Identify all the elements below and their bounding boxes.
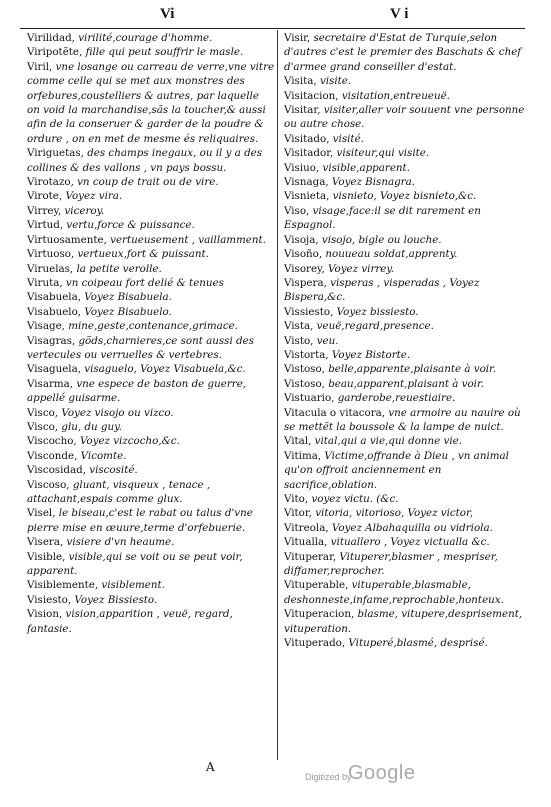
dictionary-entry [284,521,527,535]
dictionary-entry [27,362,275,376]
dictionary-entry [284,262,527,276]
dictionary-entry [27,319,275,333]
definition: viceroy. [61,204,105,217]
definition: vne losange ou carreau de verre,vne vitre comme celle qui se met aux monstres des orfebures,coustelliers & autres, par laquelle on void la marchandise,sãs la toucher,& aussi afin de la conseruer & garder de la poudre & ordure , on en met de mesme és reliquaires. [27,60,275,145]
headword: Vitreola, [284,521,329,534]
headword: Vituperado, [284,637,346,650]
headword: Visita, [284,75,317,88]
headword: Visarma, [27,377,74,390]
dictionary-entry [284,607,527,636]
headword: Visiblemente, [27,579,99,592]
headword: Vituperacion, [284,608,355,621]
dictionary-entry [284,189,527,203]
definition: des champs inegaux, ou il y a des collines & des vallons , vn pays bossu. [27,147,263,174]
definition: Voyez visojo ou vizco. [58,406,174,419]
headword: Vitualla, [284,536,328,549]
dictionary-entry [27,478,275,507]
dictionary-entry [27,290,275,304]
definition: gõds,charnieres,ce sont aussi des vertecules ou verruelles & vertebres. [27,334,254,361]
definition: voyez victu. (&c. [308,493,399,505]
dictionary-entry [284,348,527,362]
headword: Visorey, [284,262,325,275]
dictionary-entry [284,31,527,74]
google-watermark: Google [348,762,416,784]
headword: Visible, [27,550,66,563]
dictionary-entry [284,406,527,435]
headword: Vituperable, [284,579,349,592]
headword: Visitacion, [284,89,339,102]
definition: Voyez Bisabuelo. [81,305,172,318]
headword: Visagras, [27,334,76,347]
dictionary-entry [284,319,527,333]
headword: Vitima, [284,449,322,462]
dictionary-entry [284,132,527,146]
dictionary-entry [27,578,275,592]
headword: Visel, [27,507,56,520]
headword: Vistoso, [284,363,325,376]
headword: Visto, [284,334,314,347]
headword: Vispera, [284,276,327,289]
dictionary-entry [284,506,527,520]
dictionary-entry [27,406,275,420]
dictionary-entry [284,247,527,261]
definition: vne armoire au nauire où se mettẽt la boussole & la lampe de nuict. [284,406,521,433]
dictionary-entry [27,175,275,189]
headword: Visiesto, [27,593,72,606]
definition: visité. [329,132,364,145]
definition: visperas , visperadas , Voyez Bispera,&c. [284,276,480,304]
dictionary-entry [284,146,527,160]
dictionary-entry [27,593,275,607]
definition: Victime,offrande à Dieu , vn animal qu'on offroit anciennement en sacrifice,oblation. [284,449,509,491]
headword: Visitar, [284,104,321,117]
definition: visible,apparent. [319,161,410,174]
definition: Voyez vizcocho,&c. [76,435,180,448]
dictionary-entry [27,463,275,477]
dictionary-entry [284,175,527,189]
definition: belle,apparente,plaisante à voir. [324,363,497,376]
headword: Visiuo, [284,161,320,174]
dictionary-entry [284,578,527,607]
headword: Visco, [27,406,59,419]
dictionary-entry [27,146,275,175]
dictionary-entry [284,449,527,492]
dictionary-entry [284,492,527,506]
definition: visitation,entreueuë. [338,89,450,102]
definition: Vituperé,blasmé, desprisé. [345,637,488,650]
definition: vn coipeau fort delié & tenues [62,276,224,289]
page-header [0,6,551,26]
dictionary-entry [284,535,527,549]
headword: Vista, [284,320,314,333]
headword: Visitado, [284,132,330,145]
headword: Visconde, [27,449,78,462]
dictionary-entry [27,31,275,45]
definition: visnieto, Voyez bisnieto,&c. [329,190,477,203]
headword: Visnieta, [284,190,330,203]
column-divider [277,30,278,760]
headword: Viscocho, [27,435,77,448]
dictionary-entry [27,45,275,59]
dictionary-entry [284,434,527,448]
definition: Voyez Bissiesto. [71,593,158,606]
dictionary-entry [27,189,275,203]
headword: Virtuoso, [27,248,75,261]
dictionary-entry [27,607,275,636]
definition: Vicomte. [77,449,127,462]
definition: garderobe,reuestiaire. [334,392,456,405]
dictionary-entry [284,103,527,132]
dictionary-entry [284,89,527,103]
definition: vitoria, vitorioso, Voyez victor, [311,507,474,520]
headword: Vistorta, [284,348,329,361]
headword: Visabuelo, [27,305,82,318]
headword: Viscosidad, [27,464,86,477]
dictionary-entry [27,434,275,448]
headword: Viso, [284,204,310,217]
headword: Vituperar, [284,550,337,563]
dictionary-entry [284,233,527,247]
dictionary-entry [27,60,275,146]
dictionary-entry [27,204,275,218]
definition: Voyez Albahaquilla ou vidriola. [328,521,493,534]
dictionary-entry [27,218,275,232]
dictionary-entry [27,305,275,319]
dictionary-entry [284,334,527,348]
definition: Voyez vira. [62,190,123,203]
definition: vertueusement , vaillamment. [106,233,266,246]
definition: vituallero , Voyez victualla &c. [327,536,490,549]
headword: Vito, [284,493,309,505]
header-right-guide-word: V i [390,6,409,22]
definition: le biseau,c'est le rabat ou talus d'vne pierre mise en œuure,terme d'orfebuerie. [27,507,253,534]
headword: Visabuela, [27,291,81,304]
definition: blasme, vitupere,desprisement, vituperation. [284,608,523,635]
headword: Viscoso, [27,478,70,491]
definition: visiter,aller voir souuent vne personne ou autre chose. [284,104,525,131]
dictionary-entry [27,550,275,579]
dictionary-entry [27,233,275,247]
headword: Visoño, [284,248,323,261]
definition: visiblement. [98,579,165,592]
definition: Voyez bissiesto. [333,305,419,318]
definition: la petite verolle. [73,262,162,275]
dictionary-entry [284,204,527,233]
headword: Visoja, [284,233,319,246]
dictionary-entry [284,636,527,650]
dictionary-entry [284,550,527,579]
dictionary-entry [284,276,527,305]
left-column [27,31,275,636]
headword: Viruelas, [27,262,74,275]
definition: visaguelo, Voyez Visabuela,&c. [81,363,246,376]
headword: Visco, [27,420,59,433]
definition: vertueux,fort & puissant. [74,248,209,261]
headword: Vitacula o vitacora, [284,406,386,419]
headword: Virilidad, [27,32,75,44]
dictionary-entry [27,377,275,406]
definition: Voyez Bisabuela. [81,291,172,304]
headword: Virtuosamente, [27,233,107,246]
definition: beau,apparent,plaisant à voir. [324,377,485,390]
dictionary-entry [284,362,527,376]
dictionary-entry [27,449,275,463]
definition: Voyez virrey. [324,262,395,275]
headword: Vitor, [284,507,312,520]
headword: Viruta, [27,276,63,289]
signature-mark: A [206,760,215,774]
dictionary-entry [27,262,275,276]
header-left-guide-word: Vi [160,6,175,22]
definition: gluant, visqueux , tenace , attachant,espais comme glux. [27,478,211,505]
header-rule [20,28,525,29]
definition: Voyez Bistorte. [328,348,411,361]
definition: virilité,courage d'homme. [74,32,213,44]
definition: visite. [316,75,352,88]
headword: Viripotẽte, [27,46,83,59]
definition: vn coup de trait ou de vire. [73,176,219,189]
definition: visage,face:il se dit rarement en Espagnol. [284,204,481,232]
right-column [284,31,527,650]
dictionary-entry [27,247,275,261]
headword: Vistuario, [284,392,335,405]
definition: fille qui peut souffrir le masle. [82,46,244,59]
headword: Virote, [27,190,63,203]
dictionary-entry [284,305,527,319]
dictionary-entry [284,161,527,175]
headword: Visera, [27,536,64,549]
dictionary-entry [27,420,275,434]
headword: Vistoso, [284,377,325,390]
dictionary-entry [27,535,275,549]
dictionary-entry [284,377,527,391]
headword: Visitador, [284,147,334,160]
definition: veu. [313,334,339,347]
headword: Virrey, [27,204,62,217]
headword: Virotazo, [27,176,74,189]
definition: vision,apparition , veuë, regard, fantasie. [27,608,233,635]
dictionary-entry [27,506,275,535]
definition: secretaire d'Estat de Turquie,selon d'autres c'est le premier des Baschats & chef d'armee grand conseiller d'estat. [284,32,522,73]
definition: vertu,force & puissance. [63,219,195,232]
definition: vituperable,blasmable, deshonneste,infame,reprochable,honteux. [284,579,504,606]
digitized-by-label: Digitized by [305,772,352,782]
definition: Voyez Bisnagra. [328,176,416,189]
definition: glu, du guy. [58,420,122,433]
headword: Visage, [27,320,65,333]
dictionary-entry [27,276,275,290]
definition: vital,qui a vie,qui donne vie. [311,435,462,448]
definition: visiteur,qui visite. [333,147,430,160]
definition: mine,geste,contenance,grimace. [64,320,238,333]
headword: Visir, [284,32,311,44]
dictionary-entry [284,391,527,405]
headword: Vision, [27,608,63,621]
headword: Vissiesto, [284,305,334,318]
definition: veuë,regard,presence. [313,320,434,333]
definition: visojo, bigle ou louche. [318,233,442,246]
definition: nouueau soldat,apprenty. [322,248,458,261]
definition: viscosité. [85,464,138,477]
dictionary-entry [27,334,275,363]
definition: Vituperer,blasmer , mespriser, diffamer,reprocher. [284,550,498,578]
headword: Visaguela, [27,363,81,376]
definition: vne espece de baston de guerre, appellé guisarme. [27,377,247,405]
headword: Virtud, [27,219,64,232]
dictionary-entry [284,74,527,88]
definition: visible,qui se voit ou se peut voir, apparent. [27,550,243,578]
headword: Visnaga, [284,176,329,189]
definition: visiere d'vn heaume. [63,536,175,549]
headword: Viriguetas, [27,147,84,160]
headword: Vital, [284,435,312,448]
headword: Viril, [27,60,53,73]
